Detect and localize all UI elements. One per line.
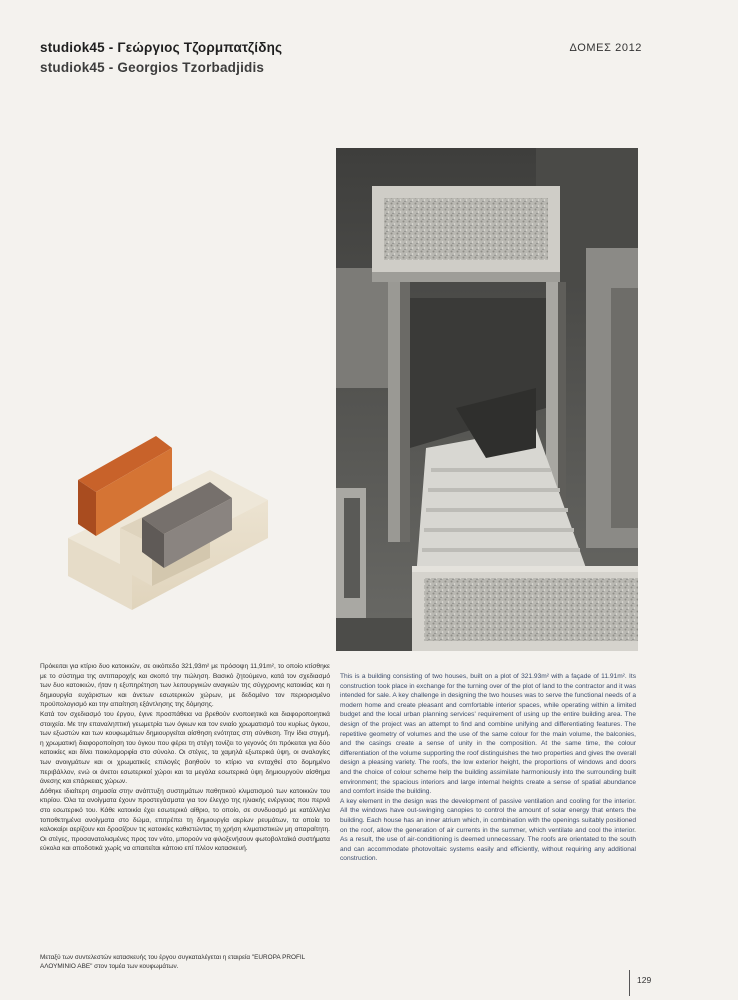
- greek-paragraph: Κατά τον σχεδιασμό του έργου, έγινε προσπάθεια να βρεθούν ενοποιητικά και διαφοροποιητικά στοιχεία. Με την επαναληπτική γεωμετρία των όγκων και τον ενιαίο χρωματισμό του κυρίως όγκου, των εξωστών και των κουφωμάτων δημιουργείται αίσθηση ενότητας στη σύνθεση. Την ίδια στιγμή, η χρωματική διαφοροποίηση του όγκου που φέρει τη στέγη τονίζει το γεγονός ότι πρόκειται για δύο κατοικίες και δίνει ποικιλομορφία στο σύνολο. Οι στέγες, τα χαμηλά εξωτερικά ύψη, οι αναλογίες των ανοιγμάτων και οι χρωματικές επιλογές βοηθούν το κτίριο να ενταχθεί στο δομημένο περιβάλλον, ενώ οι άνετοι εσωτερικοί χώροι και τα μεγάλα εσωτερικά ύψη δημιουργούν αίσθημα άνεσης και επάρκειας χώρων.: [40, 710, 330, 786]
- greek-paragraph: Πρόκειται για κτίριο δυο κατοικιών, σε οικόπεδο 321,93m² με πρόσοψη 11,91m², το οποίο κτίσθηκε με το σύστημα της αντιπαροχής και σκοπό την πώληση. Βασικό ζητούμενο, κατά τον σχεδιασμό των δυο κατοικιών, ήταν η εξυπηρέτηση των λειτουργικών αναγκών της σύγχρονης κατοικίας και η δημιουργία ευχάριστων και άνετων εσωτερικών χώρων, με δεδομένο τον περιορισμένο προϋπολογισμό και την απαίτηση εξάντλησης της δόμησης.: [40, 663, 330, 709]
- greek-body-text: [40, 662, 330, 854]
- page-number-rule: [629, 970, 630, 996]
- magazine-label: ΔΟΜΕΣ 2012: [569, 42, 642, 54]
- page-number: 129: [637, 975, 652, 985]
- title-latin: studiok45 - Georgios Tzorbadjidis: [40, 60, 265, 75]
- building-photograph: [336, 148, 638, 651]
- english-paragraph: This is a building consisting of two houses, built on a plot of 321.93m² with a façade of 11.91m². Its construction took place in exchange for the turning over of the plot of land to the contractor and it was intended for sale. A key challenge in designing the two houses was to serve the functional needs of a modern home and create pleasant and comfortable interior spaces, while operating within a limited budget and the local urban planning services' requirement of using up the entire building area. The design of the project was an attempt to find and combine unifying and differentiating features. The repetitive geometry of volumes and the use of the same colour for the main volume, the balconies, and the casings create a sense of unity in the composition. At the same time, the colour differentiation of the volume supporting the roof distinguishes the two properties and gives the overall design a pleasing variety. The roofs, the low exterior height, the proportions of windows and doors and the choice of colour scheme help the building assimilate harmoniously into the surrounding built environment; the spacious interiors and large internal heights create a sense of spatial abundance and comfort inside the building.: [340, 673, 636, 796]
- volume-model-diagram: [60, 418, 275, 618]
- title-greek: studiok45 - Γεώργιος Τζορμπατζίδης: [40, 40, 283, 55]
- building-photo-illustration: [336, 148, 638, 651]
- credits-footnote: Μεταξύ των συντελεστών κατασκευής του έργου συγκαταλέγεται η εταιρεία "EUROPA PROFIL ΑΛΟΥΜΙΝΙΟ ΑΒΕ" στον τομέα των κουφωμάτων.: [40, 954, 305, 970]
- english-body-text: [340, 672, 636, 864]
- greek-paragraph: Δόθηκε ιδιαίτερη σημασία στην ανάπτυξη συστημάτων παθητικού κλιματισμού των κατοικιών του κτιρίου. Όλα τα ανοίγματα έχουν προστεγάσματα για τον έλεγχο της ηλιακής ενέργειας που περνά στο εσωτερικό του. Κάθε κατοικία έχει εσωτερικό αίθριο, το οποίο, σε συνδυασμό με κατάλληλα τοποθετημένα ανοίγματα στο δώμα, επιτρέπει τη δημιουργία αερίων ρευμάτων, τα οποία το καλοκαίρι αερίζουν και δροσίζουν τις κατοικίες καθιστώντας τη χρήση κλιματιστικών μη απαραίτητη. Οι στέγες, προσανατολισμένες προς τον νότο, μπορούν να φιλοξενήσουν φωτοβολταϊκά συστήματα εύκολα και αποδοτικά χωρίς να απαιτείται κάποιο επί πλέον κατασκευή.: [40, 787, 330, 853]
- english-paragraph: A key element in the design was the development of passive ventilation and cooling for the interior. All the windows have out-swinging canopies to control the amount of solar energy that enters the building. Each house has an inner atrium which, in combination with the openings suitably positioned on the roof, allow the generation of air currents in the summer, which ventilate and cool the interior. As a result, the use of air-conditioning is deemed unnecessary. The roofs are orientated to the south and can accommodate photovoltaic systems easily and efficiently, without requiring any additional construction.: [340, 797, 636, 863]
